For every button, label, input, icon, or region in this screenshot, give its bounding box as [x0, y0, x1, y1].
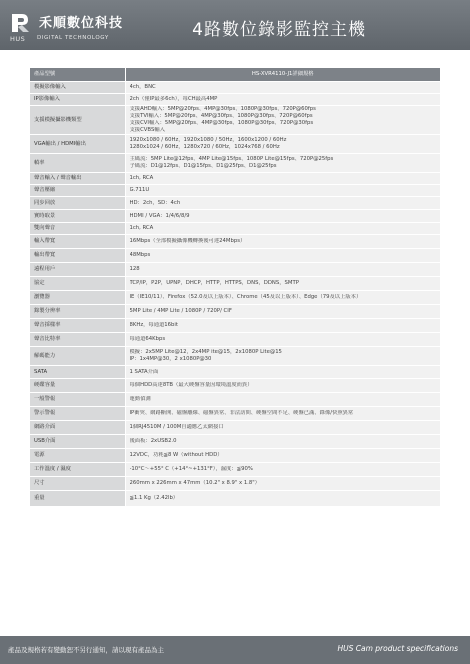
spec-row [30, 263, 440, 277]
spec-value [125, 135, 440, 154]
spec-value [125, 291, 440, 305]
spec-table [30, 67, 440, 506]
company-name-cn: 禾順數位科技 [39, 16, 124, 31]
footer-caption: HUS Cam product specifications [337, 644, 458, 653]
spec-label: 實時取景 [30, 210, 125, 223]
spec-value-line: -10°C～+55° C（+14°~+131°F），濕度：≦90% [129, 466, 253, 472]
spec-row [30, 94, 440, 106]
spec-value [125, 463, 440, 477]
spec-label: 錄製分辨率 [30, 305, 125, 319]
spec-label: 遠程用戶 [30, 263, 125, 277]
spec-value [125, 347, 440, 366]
spec-value-line: 每通道64Kbps [129, 336, 166, 342]
spec-value-line: 子碼流：D1@12fps、D1@15fps、D1@25fps、D1@25fps [129, 163, 277, 169]
spec-row [30, 347, 440, 366]
spec-value-line: 支援TVI輸入：5MP@20fps、4MP@30fps、1080P@30fps、720P@60fps [129, 113, 313, 119]
spec-value-line: G.711U [129, 187, 150, 193]
spec-value-line: 後面板：2xUSB2.0 [129, 438, 177, 444]
spec-label: 網路介面 [30, 421, 125, 435]
spec-value [125, 305, 440, 319]
spec-value [125, 379, 440, 393]
spec-value-line: 支援CVI輸入：5MP@20fps、4MP@30fps、1080P@30fps、720P@30fps [129, 120, 314, 126]
spec-value [125, 94, 440, 106]
spec-value [125, 185, 440, 197]
spec-value-line: 16Mbps（全部模擬攝像機轉換後可達24Mbps） [129, 238, 246, 244]
spec-label: 硬碟容量 [30, 379, 125, 393]
spec-row [30, 463, 440, 477]
spec-value-line: HDMI / VGA：1/4/6/8/9 [129, 212, 190, 219]
spec-value-line: IE（IE10/11）、Firefox（52.0及以上版本）、Chrome（45及以上版本）、Edge（79及以上版本） [129, 294, 362, 300]
spec-label: 警示警報 [30, 407, 125, 421]
spec-row [30, 185, 440, 197]
spec-value-line: HD：2ch，SD：4ch [129, 199, 181, 206]
spec-row [30, 154, 440, 173]
spec-value-line: 5MP Lite / 4MP Lite / 1080P / 720P/ CIF [129, 308, 232, 314]
page-footer [0, 636, 470, 664]
spec-row [30, 106, 440, 135]
spec-row [30, 305, 440, 319]
spec-label: 聲音採樣率 [30, 319, 125, 333]
spec-value-line: 260mm x 226mm x 47mm（10.2" x 8.9" x 1.8"） [129, 480, 260, 486]
spec-value [125, 319, 440, 333]
spec-row [30, 333, 440, 347]
spec-value [125, 106, 440, 135]
spec-value-line: 支援CVBS輸入 [129, 127, 165, 133]
spec-row [30, 210, 440, 223]
spec-value [125, 173, 440, 185]
spec-value [125, 491, 440, 506]
spec-value-line: 48Mbps [129, 252, 151, 258]
spec-row [30, 477, 440, 491]
spec-value-line: 1ch, RCA [129, 225, 154, 231]
spec-value [125, 477, 440, 491]
spec-label: 輸入帶寬 [30, 235, 125, 249]
spec-label: 幀率 [30, 154, 125, 173]
spec-header-value: HS-XVR4110-J1詳細規格 [125, 68, 440, 82]
spec-row [30, 407, 440, 421]
spec-label: 雙向聲音 [30, 223, 125, 235]
spec-header-label: 產品型號 [30, 68, 125, 82]
spec-row [30, 277, 440, 291]
spec-value [125, 249, 440, 263]
spec-row [30, 249, 440, 263]
spec-label: 工作溫度 / 濕度 [30, 463, 125, 477]
spec-value [125, 435, 440, 449]
spec-value-line: 1個RJ4510M / 100M自適應乙太網接口 [129, 424, 224, 430]
spec-label: 一般警報 [30, 393, 125, 407]
spec-value-line: 12VDC，功耗≦8 W（without HDD） [129, 452, 223, 458]
spec-value [125, 449, 440, 463]
spec-table-header [30, 68, 440, 82]
spec-row [30, 366, 440, 379]
company-name-hus: HUS [10, 35, 26, 43]
spec-label: IP影像輸入 [30, 94, 125, 106]
page-title: 4路數位錄影監控主機 [192, 20, 366, 40]
spec-value [125, 366, 440, 379]
spec-label: 輸出帶寬 [30, 249, 125, 263]
spec-label: 尺寸 [30, 477, 125, 491]
spec-label: VGA輸出 / HDMI輸出 [30, 135, 125, 154]
spec-value-line: IP：1x4MP@30，2 x1080P@30 [129, 356, 212, 362]
spec-value [125, 210, 440, 223]
spec-row [30, 291, 440, 305]
spec-value-line: ≦1.1 Kg（2.42lb） [129, 494, 179, 501]
spec-value [125, 277, 440, 291]
spec-row [30, 173, 440, 185]
spec-value-line: 1920x1080 / 60Hz，1920x1080 / 50Hz，1600x1200 / 60Hz [129, 137, 287, 143]
spec-label: USB介面 [30, 435, 125, 449]
spec-value [125, 263, 440, 277]
spec-label: SATA [30, 366, 125, 379]
spec-value [125, 333, 440, 347]
spec-row [30, 379, 440, 393]
spec-value-line: 128 [129, 266, 140, 272]
spec-value-line: 每個HDD高達8TB（最大硬盤容量因環境溫度而異） [129, 382, 253, 388]
company-name-en: DIGITAL TECHNOLOGY [37, 35, 109, 41]
spec-value-line: 模擬：2x5MP Lite@12，2x4MP ite@15，2x1080P Lite@15 [129, 349, 282, 355]
spec-value [125, 407, 440, 421]
spec-label: 瀏覽器 [30, 291, 125, 305]
spec-label: 協定 [30, 277, 125, 291]
spec-value [125, 235, 440, 249]
spec-value-line: 1ch, RCA [129, 175, 154, 181]
spec-value [125, 197, 440, 210]
spec-value-line: 主碼流：5MP Lite@12fps、4MP Lite@15fps、1080P Lite@15fps、720P@25fps [129, 156, 334, 162]
page-header [0, 0, 470, 50]
spec-row [30, 449, 440, 463]
spec-row [30, 319, 440, 333]
spec-row [30, 421, 440, 435]
spec-value [125, 223, 440, 235]
spec-value-line: 運動偵測 [129, 396, 151, 402]
spec-row [30, 393, 440, 407]
spec-label: 模擬影像輸入 [30, 82, 125, 94]
spec-value [125, 393, 440, 407]
footer-disclaimer: 產品及規格若有變動恕不另行通知，請以現有產品為主 [8, 646, 164, 654]
spec-value-line: 支援AHD輸入：5MP@20fps、4MP@30fps、1080P@30fps、720P@60fps [129, 106, 316, 112]
spec-label: 支援模擬攝影機類型 [30, 106, 125, 135]
spec-row [30, 223, 440, 235]
spec-label: 聲音比特率 [30, 333, 125, 347]
spec-row [30, 82, 440, 94]
spec-label: 重量 [30, 491, 125, 506]
spec-value-line: 1280x1024 / 60Hz，1280x720 / 60Hz，1024x768 / 60Hz [129, 144, 280, 150]
spec-value-line: 1 SATA介面 [129, 368, 159, 375]
company-logo [8, 10, 124, 43]
spec-row [30, 435, 440, 449]
spec-value [125, 154, 440, 173]
spec-value-line: TCP/IP，P2P，UPNP，DHCP，HTTP，HTTPS，DNS，DDNS，SMTP [129, 280, 299, 286]
spec-row [30, 491, 440, 506]
spec-value-line: IP衝突、網路斷開、磁盤離線、磁盤異常、非法訪問、硬盤空間不足、硬盤已滿、錄像/快照異常 [129, 410, 354, 416]
spec-value [125, 421, 440, 435]
spec-row [30, 197, 440, 210]
spec-row [30, 135, 440, 154]
spec-label: 聲音輸入 / 聲音輸出 [30, 173, 125, 185]
spec-label: 解碼能力 [30, 347, 125, 366]
spec-value-line: 2ch（僅IP最多6ch），每CH最高4MP [129, 96, 218, 102]
spec-value-line: 4ch，BNC [129, 84, 156, 90]
spec-row [30, 235, 440, 249]
spec-label: 電源 [30, 449, 125, 463]
spec-value [125, 82, 440, 94]
spec-label: 聲音壓縮 [30, 185, 125, 197]
spec-label: 同步回放 [30, 197, 125, 210]
spec-value-line: 8KHz，每通道16bit [129, 322, 178, 328]
